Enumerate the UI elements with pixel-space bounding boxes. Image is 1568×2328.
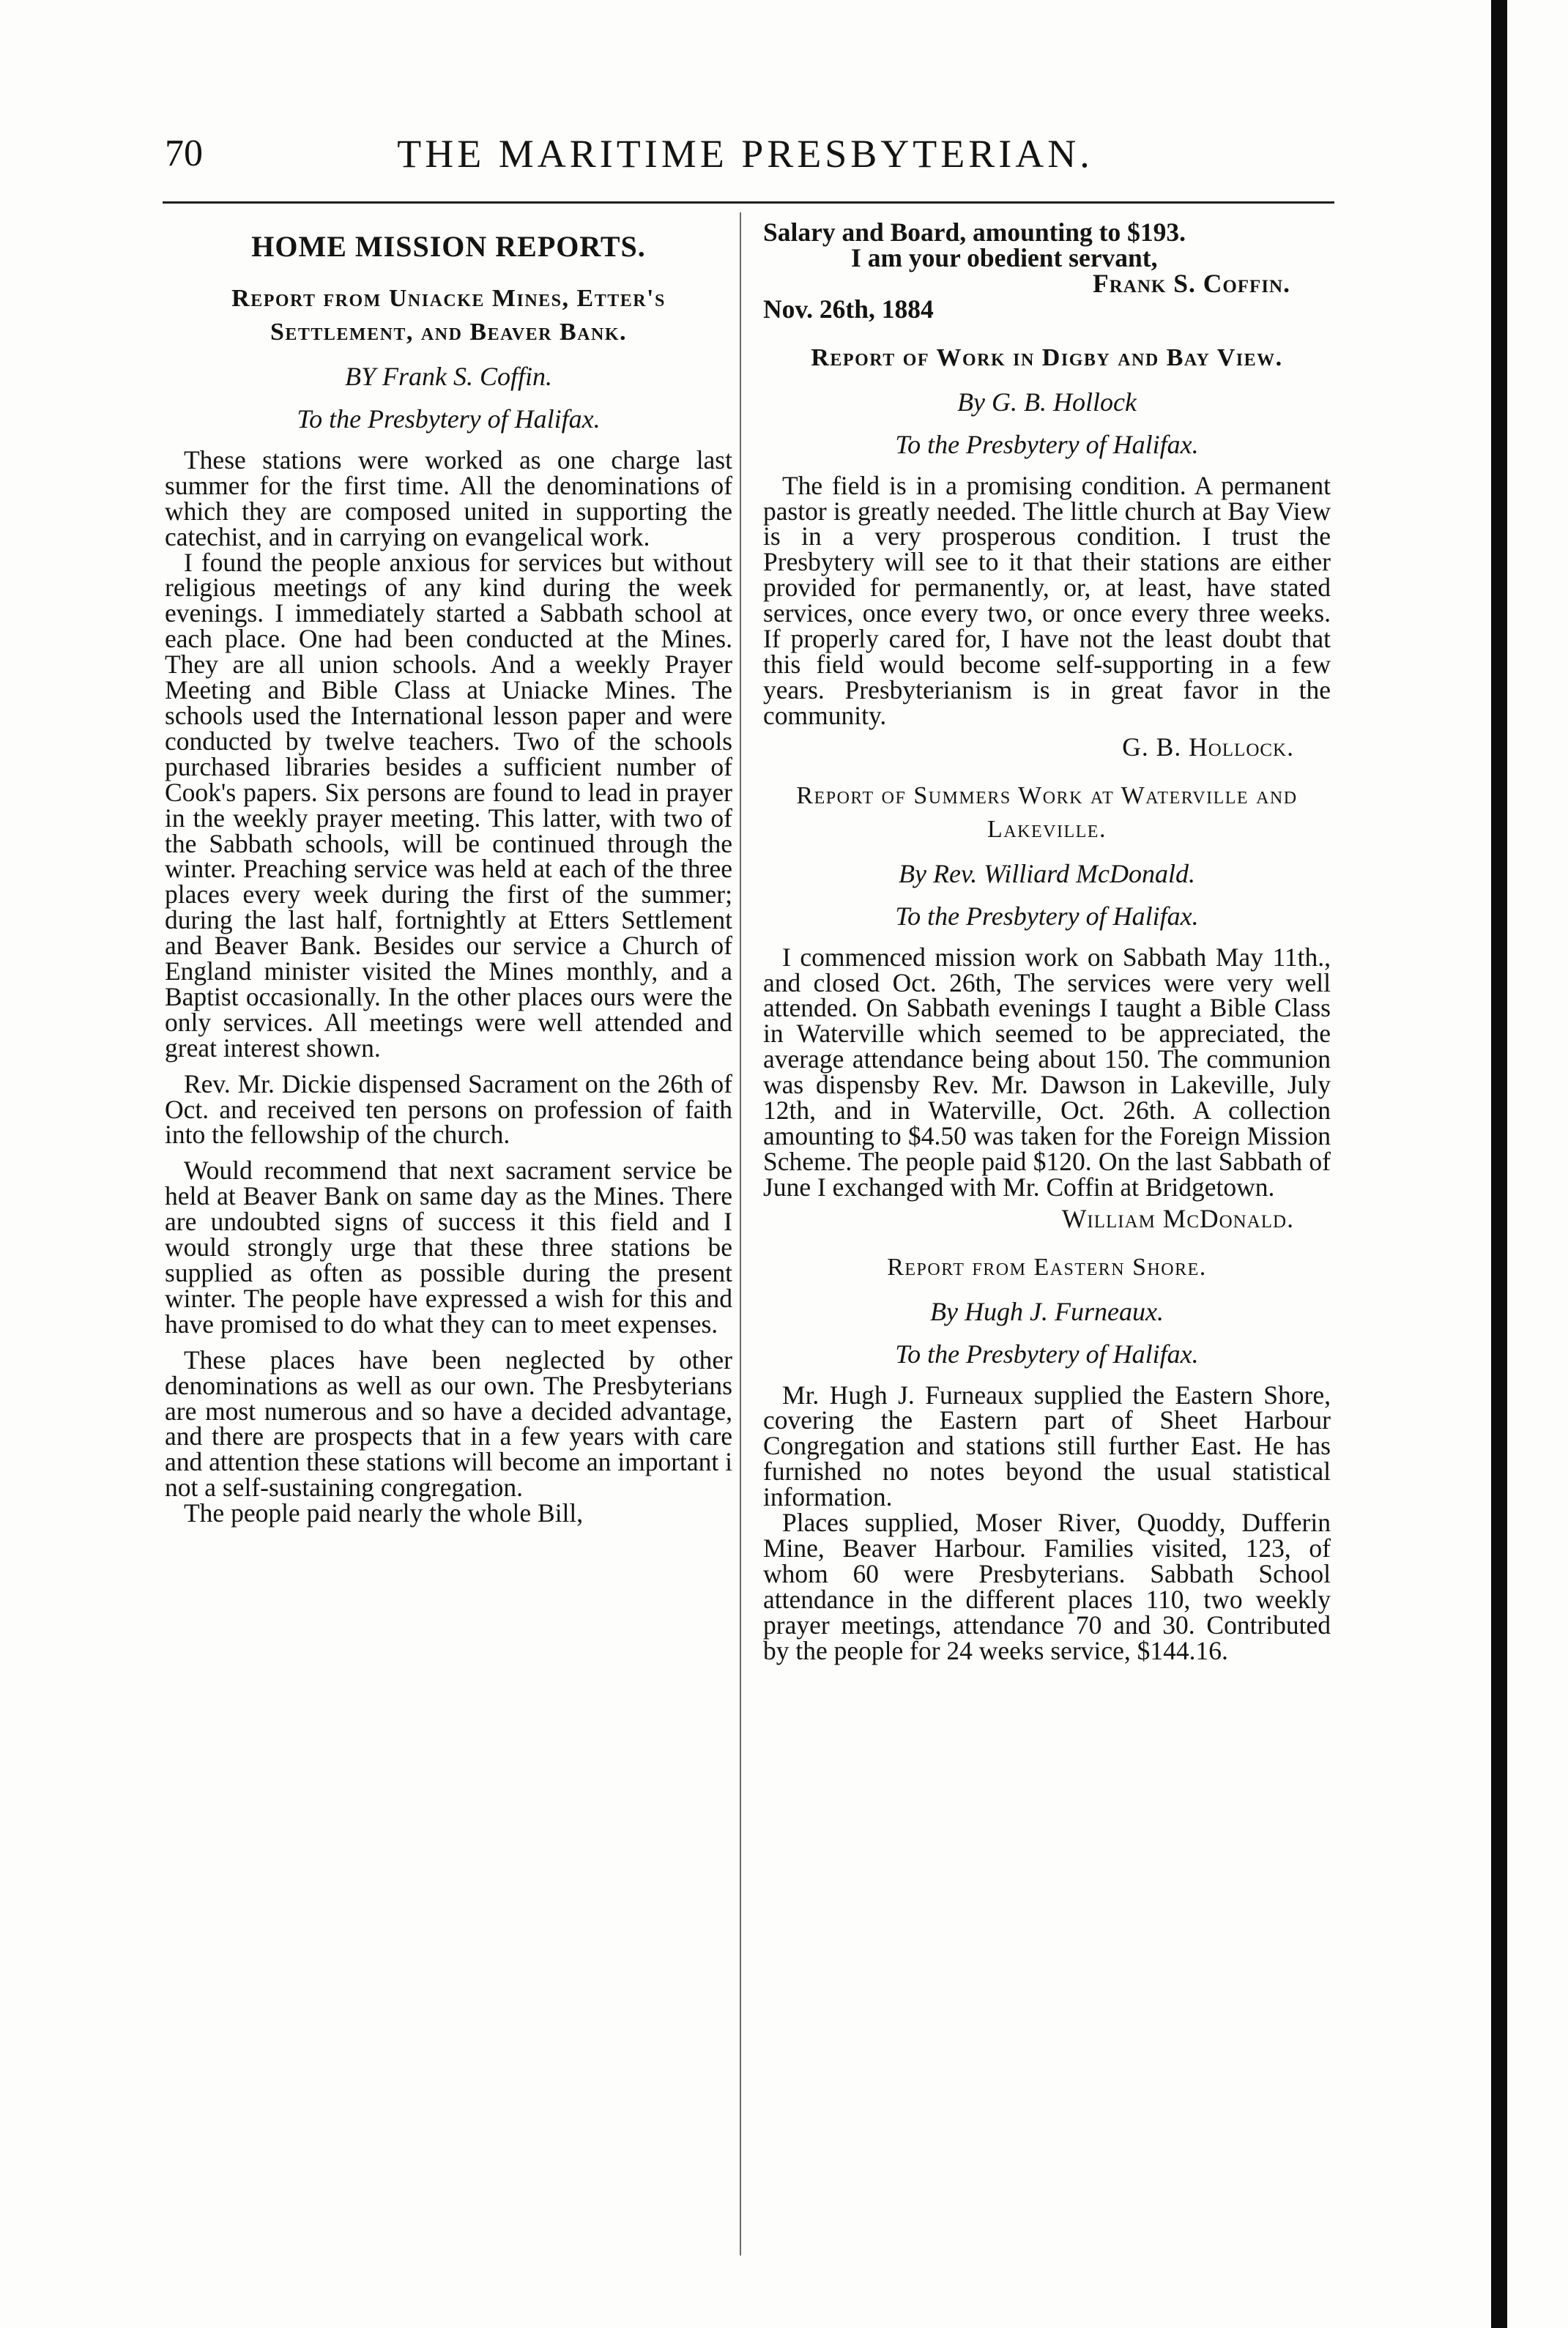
paragraph: These places have been neglected by other denominations as well as our own. The Presbyterians are most numerous and so have a decided advantage, and there are prospects that in a few years with care and attention these stations will become an important i not a self-sustaining congregation. [165,1345,732,1503]
left-column [165,220,732,1526]
paragraph: Rev. Mr. Dickie dispensed Sacrament on the 26th of Oct. and received ten persons on profession of faith into the fellowship of the church. [165,1068,732,1150]
report-byline: BY Frank S. Coffin. [344,361,552,391]
report-title: Report of Summers Work at Waterville and Lakeville. [796,781,1298,843]
report-addressee: To the Presbytery of Halifax. [895,1339,1199,1369]
paragraph: I commenced mission work on Sabbath May 11th., and closed Oct. 26th, The services were very well attended. On Sabbath evenings I taught a Bible Class in Waterville which seemed to be appreciated, the average attendance being about 150. The communion was dispensby Rev. Mr. Dawson in Lakeville, July 12th, and in Waterville, Oct. 26th. A collection amounting to $4.50 was taken for the Foreign Mission Scheme. The people paid $120. On the last Sabbath of June I exchanged with Mr. Coffin at Bridgetown. [763,942,1331,1202]
report-title: Report of Work in Digby and Bay View. [811,343,1283,371]
report-signature: Frank S. Coffin. [1093,268,1290,298]
section-heading: HOME MISSION REPORTS. [251,230,646,263]
report-byline: By Hugh J. Furneaux. [930,1296,1164,1326]
page-number: 70 [165,133,203,174]
report-signature: William McDonald. [1061,1203,1294,1233]
running-title: THE MARITIME PRESBYTERIAN. [397,132,1093,176]
paragraph: Salary and Board, amounting to $193. [763,217,1186,247]
report-section [763,1251,1331,1664]
report-byline: By G. B. Hollock [957,387,1137,417]
paragraph: The people paid nearly the whole Bill, [184,1498,584,1528]
report-date: Nov. 26th, 1884 [763,294,934,324]
right-column [763,217,1331,1665]
paragraph: Would recommend that next sacrament service be held at Beaver Bank on same day as the Mines. There are undoubted signs of success it this field and I would strongly urge that these three stations be supplied as often as possible during the present winter. The people have expressed a wish for this and have promised to do what they can to meet expenses. [165,1156,732,1339]
report-title: Report from Eastern Shore. [887,1253,1207,1281]
report-title: Report from Uniacke Mines, Etter's Settlement, and Beaver Bank. [231,284,666,346]
paragraph: Mr. Hugh J. Furneaux supplied the Eastern Shore, covering the Eastern part of Sheet Harbour Congregation and stations still further East. He has furnished no notes beyond the usual statistical information. [763,1380,1331,1512]
report-addressee: To the Presbytery of Halifax. [895,901,1199,931]
report-addressee: To the Presbytery of Halifax. [297,404,601,434]
report-section [763,779,1331,1232]
header-rule [163,201,1334,204]
report-section [763,341,1331,760]
report-signature: G. B. Hollock. [1122,732,1294,762]
paragraph: I found the people anxious for services but without religious meetings of any kind during the week evenings. I immediately started a Sabbath school at each place. One had been conducted at the Mines. They are all union schools. And a weekly Prayer Meeting and Bible Class at Uniacke Mines. The schools used the International lesson paper and were conducted by twelve teachers. Two of the schools purchased libraries besides a sufficient number of Cook's papers. Six persons are found to lead in prayer in the weekly prayer meeting. This latter, with two of the Sabbath schools, will be continued through the winter. Preaching service was held at each of the three places every week during the first of the summer; during the last half, fortnightly at Etters Settlement and Beaver Bank. Besides our service a Church of England minister visited the Mines monthly, and a Baptist occasionally. In the other places ours were the only services. All meetings were well attended and great interest shown. [165,547,732,1063]
paragraph: These stations were worked as one charge last summer for the first time. All the denominations of which they are composed united in supporting the catechist, and in carrying on evangelical work. [165,445,732,551]
paragraph: Places supplied, Moser River, Quoddy, Dufferin Mine, Beaver Harbour. Families visited, 123, of whom 60 were Presbyterians. Sabbath School attendance in the different places 110, two weekly prayer meetings, attendance 70 and 30. Contributed by the people for 24 weeks service, $144.16. [763,1508,1331,1665]
page-binding-edge [1491,0,1507,2328]
report-byline: By Rev. Williard McDonald. [899,858,1195,888]
column-divider [740,212,741,2256]
closing-line: I am your obedient servant, [851,242,1158,272]
paragraph: The field is in a promising condition. A permanent pastor is greatly needed. The little church at Bay View is in a very prosperous condition. I trust the Presbytery will see to it that their stations are either provided for permanently, or, at least, have stated services, once every two, or once every three weeks. If properly cared for, I have not the least doubt that this field would become self-supporting in a few years. Presbyterianism is in great favor in the community. [763,470,1331,730]
report-addressee: To the Presbytery of Halifax. [895,429,1199,459]
page-header [157,124,1333,183]
